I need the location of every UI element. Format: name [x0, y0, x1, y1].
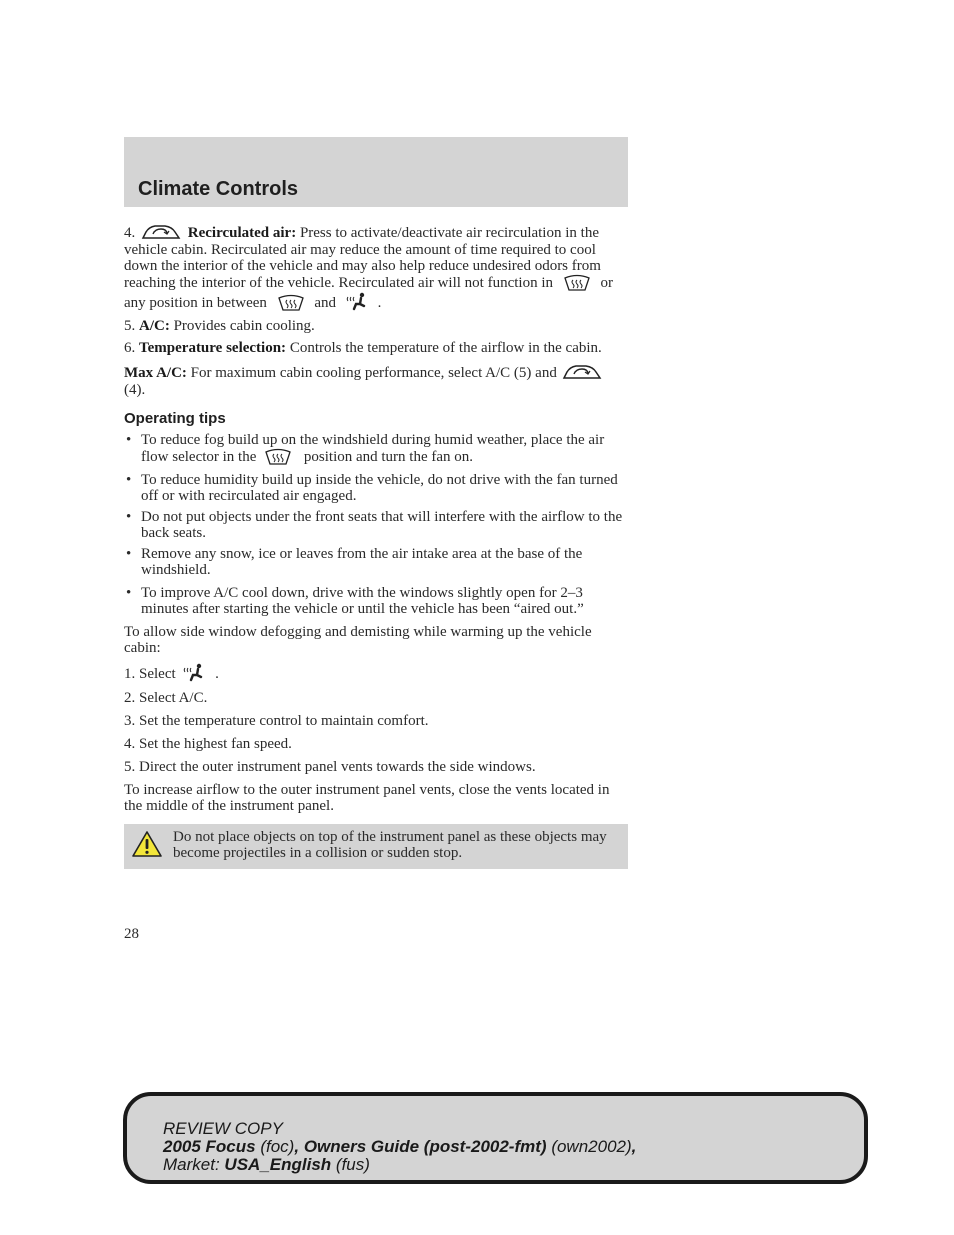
tip-item — [124, 546, 628, 578]
review-market-line — [163, 1156, 636, 1174]
item-label: Recirculated air: — [187, 225, 297, 241]
review-market-label: Market: — [163, 1155, 220, 1174]
bullet: • — [126, 509, 132, 525]
section-header-band — [124, 137, 628, 207]
defog-step: 4. Set the highest fan speed. — [124, 736, 292, 752]
item-number: 4. — [124, 225, 136, 241]
max-ac-paragraph — [124, 362, 628, 398]
bullet: • — [126, 472, 132, 488]
recirculate-icon — [141, 222, 181, 242]
defog-step: 3. Set the temperature control to maintain comfort. — [124, 713, 429, 729]
defog-step: 2. Select A/C. — [124, 690, 208, 706]
review-market-code: (fus) — [335, 1155, 370, 1174]
recirculate-icon — [562, 362, 602, 382]
review-copy-footer — [123, 1092, 868, 1184]
item-recirculated-air — [124, 222, 628, 312]
item-text: Provides cabin cooling. — [173, 318, 315, 334]
tip-item — [124, 585, 628, 617]
operating-tips-list — [124, 432, 628, 617]
defrost-icon — [264, 448, 292, 466]
warning-box — [124, 824, 628, 869]
warning-triangle-icon — [131, 830, 163, 862]
tip-item — [124, 472, 628, 504]
bullet: • — [126, 585, 132, 601]
item-text: Controls the temperature of the airflow in the cabin. — [289, 340, 602, 356]
review-model: 2005 Focus — [163, 1137, 256, 1156]
bullet: • — [126, 432, 132, 448]
page-number: 28 — [124, 926, 139, 942]
item-text: Press to activate/deactivate air recirculation in the vehicle cabin. Recirculated air may reduce the amount of time required to cool down the interior of the vehicle and may also help reduce undesired odors from reaching the interior of the vehicle. Recirculated air will not function in — [124, 225, 601, 291]
review-model-code: (foc) — [260, 1137, 295, 1156]
bullet: • — [126, 546, 132, 562]
tip-text: To reduce fog build up on the windshield during humid weather, place the air flow selector in the — [141, 432, 605, 465]
item-number: 6. — [124, 340, 136, 356]
defrost-icon — [563, 274, 591, 292]
defog-step: 5. Direct the outer instrument panel vents towards the side windows. — [124, 759, 536, 775]
tip-text: To reduce humidity build up inside the vehicle, do not drive with the fan turned off or with recirculated air engaged. — [141, 472, 618, 504]
defrost-icon — [277, 294, 305, 312]
review-guide-code: (own2002) — [551, 1137, 632, 1156]
operating-tips-heading: Operating tips — [124, 410, 226, 427]
defog-intro: To allow side window defogging and demisting while warming up the vehicle cabin: — [124, 624, 592, 656]
review-guide: Owners Guide (post-2002-fmt) — [303, 1137, 547, 1156]
tip-item — [124, 509, 628, 541]
item-end: . — [377, 295, 382, 311]
item-label: A/C: — [139, 318, 170, 334]
item-number: 5. — [124, 318, 136, 334]
defog-step — [124, 663, 628, 683]
max-ac-text: For maximum cabin cooling performance, select A/C (5) and — [190, 365, 557, 381]
floor-defrost-icon — [183, 663, 205, 683]
review-model-line — [163, 1138, 636, 1156]
airflow-note: To increase airflow to the outer instrument panel vents, close the vents located in the middle of the instrument panel. — [124, 782, 610, 814]
tip-item — [124, 432, 628, 466]
review-copy-label: REVIEW COPY — [163, 1119, 283, 1138]
review-separator: , — [631, 1137, 637, 1156]
step-text: 1. Select — [124, 666, 176, 682]
tip-text: To improve A/C cool down, drive with the windows slightly open for 2–3 minutes after starting the vehicle or until the vehicle has been “aired out.” — [141, 585, 584, 617]
item-and: and — [314, 295, 337, 311]
floor-defrost-icon — [346, 292, 368, 312]
review-separator: , — [294, 1137, 300, 1156]
max-ac-label: Max A/C: — [124, 365, 187, 381]
review-market: USA_English — [224, 1155, 332, 1174]
item-temperature — [124, 340, 628, 356]
tip-text: Do not put objects under the front seats that will interfere with the airflow to the back seats. — [141, 509, 623, 541]
item-ac — [124, 318, 628, 334]
max-ac-text-end: (4). — [124, 382, 146, 398]
step-end: . — [215, 666, 219, 682]
item-label: Temperature selection: — [139, 340, 287, 356]
main-content — [124, 222, 628, 869]
page-title: Climate Controls — [138, 178, 299, 200]
item-text-cont: or any position in between — [124, 275, 614, 311]
warning-text: Do not place objects on top of the instrument panel as these objects may become projectiles in a collision or sudden stop. — [173, 829, 607, 861]
tip-text-cont: position and turn the fan on. — [303, 449, 474, 465]
tip-text: Remove any snow, ice or leaves from the air intake area at the base of the windshield. — [141, 546, 583, 578]
